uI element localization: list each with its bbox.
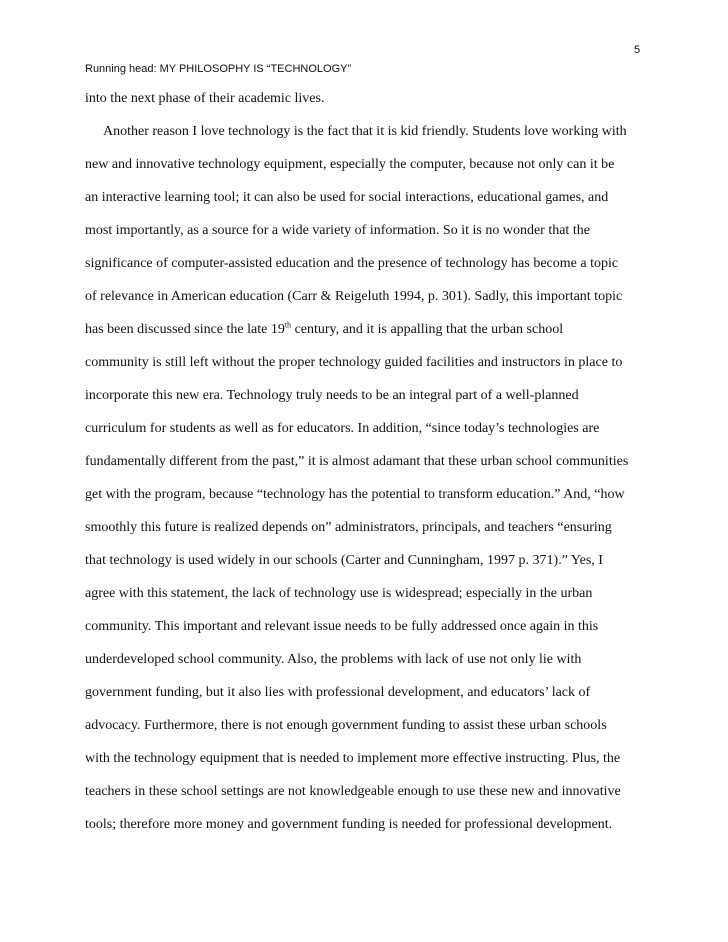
body-text bbox=[85, 90, 665, 849]
paragraph-start-line: Another reason I love technology is the fact that it is kid friendly. Students love working with bbox=[103, 124, 627, 139]
ordinal-superscript: th bbox=[284, 320, 292, 330]
text-line: fundamentally different from the past,” it is almost adamant that these urban school communities bbox=[85, 454, 629, 469]
text-line: tools; therefore more money and government funding is needed for professional development. bbox=[85, 817, 613, 832]
text-segment: has been discussed since the late 19 bbox=[85, 322, 285, 337]
page-number: 5 bbox=[634, 44, 641, 56]
text-line: new and innovative technology equipment, especially the computer, because not only can it be bbox=[85, 157, 615, 172]
text-line: most importantly, as a source for a wide variety of information. So it is no wonder that the bbox=[85, 223, 590, 238]
text-line: government funding, but it also lies with professional development, and educators’ lack of bbox=[85, 685, 591, 700]
text-segment: century, and it is appalling that the urban school bbox=[291, 322, 564, 337]
text-line: advocacy. Furthermore, there is not enough government funding to assist these urban schools bbox=[85, 718, 607, 733]
running-head: Running head: MY PHILOSOPHY IS “TECHNOLOGY” bbox=[85, 63, 352, 75]
text-line: community is still left without the proper technology guided facilities and instructors in place to bbox=[85, 355, 623, 370]
text-line: of relevance in American education (Carr & Reigeluth 1994, p. 301). Sadly, this important topic bbox=[85, 289, 623, 304]
text-line: significance of computer-assisted education and the presence of technology has become a topic bbox=[85, 256, 619, 271]
text-line bbox=[85, 321, 665, 354]
text-line: get with the program, because “technology has the potential to transform education.” And, “how bbox=[85, 487, 625, 502]
text-line: underdeveloped school community. Also, the problems with lack of use not only lie with bbox=[85, 652, 582, 667]
text-line: incorporate this new era. Technology truly needs to be an integral part of a well-planned bbox=[85, 388, 579, 403]
text-line: that technology is used widely in our schools (Carter and Cunningham, 1997 p. 371).” Yes, I bbox=[85, 553, 603, 568]
text-line: smoothly this future is realized depends on” administrators, principals, and teachers “ensuring bbox=[85, 520, 612, 535]
text-line: an interactive learning tool; it can also be used for social interactions, educational games, and bbox=[85, 190, 609, 205]
text-line: into the next phase of their academic lives. bbox=[85, 91, 325, 106]
text-line: with the technology equipment that is needed to implement more effective instructing. Plus, the bbox=[85, 751, 621, 766]
text-line: agree with this statement, the lack of technology use is widespread; especially in the urban bbox=[85, 586, 593, 601]
text-line: teachers in these school settings are not knowledgeable enough to use these new and innovative bbox=[85, 784, 621, 799]
text-line: curriculum for students as well as for educators. In addition, “since today’s technologies are bbox=[85, 421, 600, 436]
text-line: community. This important and relevant issue needs to be fully addressed once again in this bbox=[85, 619, 599, 634]
